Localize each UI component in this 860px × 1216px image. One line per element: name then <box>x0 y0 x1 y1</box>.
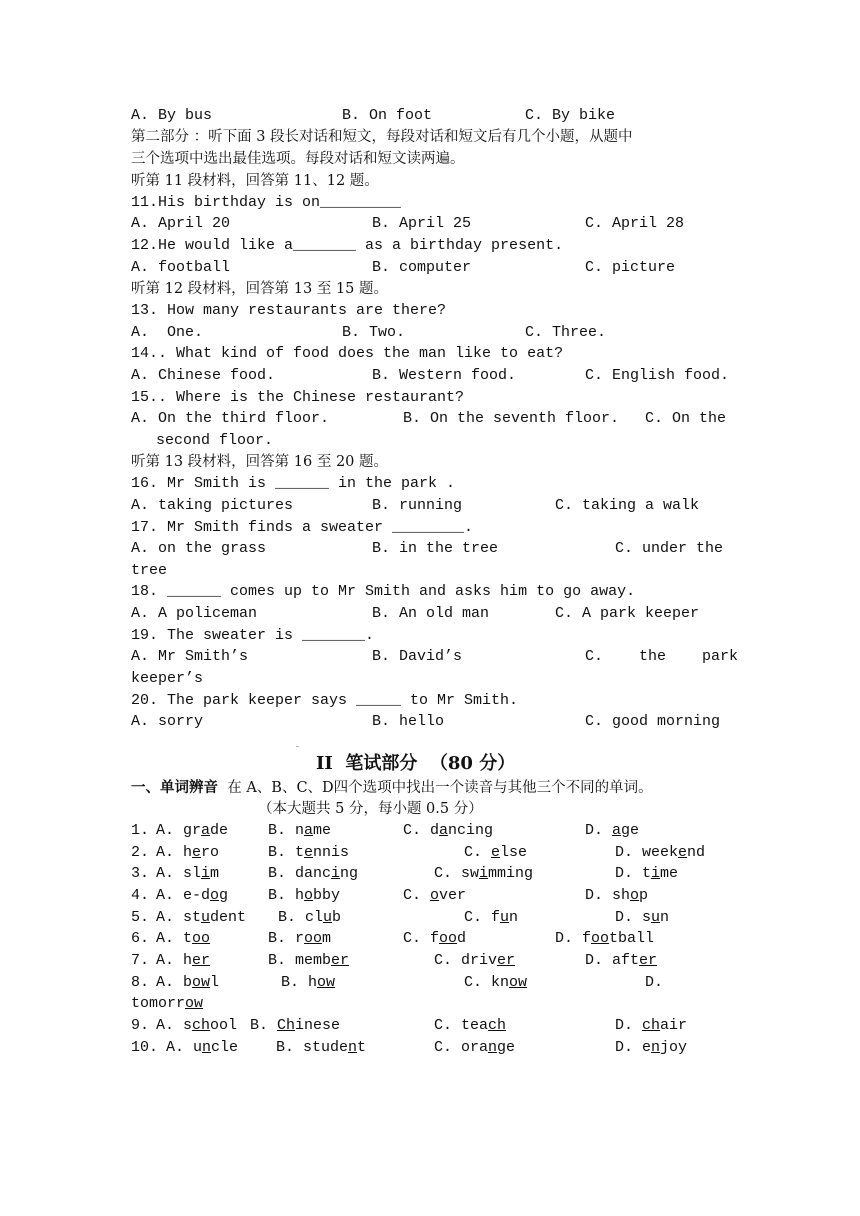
q15-option-a: A. On the third floor. <box>131 410 330 427</box>
word-option-text: C. orange <box>434 1039 516 1056</box>
word-option-c <box>434 864 533 884</box>
word-option-text: A. too <box>156 930 211 947</box>
q17-option-a: A. on the grass <box>131 540 267 557</box>
word-row-number: 5. <box>131 909 159 926</box>
question-11: 11.His birthday is on_________ <box>131 194 402 211</box>
material-13-heading: 听第 13 段材料，回答第 16 至 20 题。 <box>131 454 389 470</box>
word-option-c <box>403 821 493 841</box>
q20-option-b: B. hello <box>372 713 445 730</box>
word-option-text: B. room <box>268 930 332 947</box>
word-option-d <box>615 1038 687 1058</box>
q10-option-a: A. By bus <box>131 107 213 124</box>
word-option-text: B. tennis <box>268 844 350 861</box>
word-option-text: C. driver <box>434 952 516 969</box>
word-row-number: 2. <box>131 844 159 861</box>
q13-option-a: A. One. <box>131 324 204 341</box>
word-option-d <box>555 929 654 949</box>
question-14: 14.. What kind of food does the man like to eat? <box>131 345 564 362</box>
word-option-text: C. teach <box>434 1017 507 1034</box>
q15-option-b: B. On the seventh floor. <box>403 410 620 427</box>
q20-option-a: A. sorry <box>131 713 204 730</box>
q18-option-c: C. A park keeper <box>555 605 700 622</box>
q10-option-c: C. By bike <box>525 107 616 124</box>
q16-option-a: A. taking pictures <box>131 497 294 514</box>
q19-option-a: A. Mr Smith’s <box>131 648 249 665</box>
word-option-text: tomorrow <box>131 995 204 1012</box>
word-option-text: D. weekend <box>615 844 706 861</box>
part2-instruction-line1: 第二部分 ：听下面 3 段长对话和短文，每段对话和短文后有几个小题，从题中 <box>131 129 633 145</box>
word-option-text: A. grade <box>156 822 229 839</box>
q12-option-a: A. football <box>131 259 231 276</box>
word-option-text: C. food <box>403 930 467 947</box>
word-option-b <box>281 973 335 993</box>
word-option-text: D. chair <box>615 1017 688 1034</box>
question-19: 19. The sweater is _______. <box>131 627 375 644</box>
word-row-number: 8. <box>131 974 159 991</box>
word-option-text: C. dancing <box>403 822 494 839</box>
q19-option-c: C. the park <box>585 648 739 665</box>
word-row-number: 9. <box>131 1017 159 1034</box>
q14-option-a: A. Chinese food. <box>131 367 276 384</box>
word-row-number: 4. <box>131 887 159 904</box>
word-option-text: A. uncle <box>166 1039 239 1056</box>
word-option-a <box>156 1016 237 1036</box>
word-option-text: C. else <box>464 844 528 861</box>
word-option-a <box>156 908 246 928</box>
q11-option-a: A. April 20 <box>131 215 231 232</box>
q18-option-b: B. An old man <box>372 605 490 622</box>
word-option-text: B. hobby <box>268 887 341 904</box>
word-option-text: A. hero <box>156 844 220 861</box>
word-option-text: B. student <box>276 1039 367 1056</box>
q19-option-b: B. David’s <box>372 648 463 665</box>
word-option-text: A. her <box>156 952 211 969</box>
word-option-text: D. enjoy <box>615 1039 688 1056</box>
word-option-a <box>156 951 210 971</box>
word-option-b <box>268 864 358 884</box>
written-part-heading: II 笔试部分 （80 分） <box>316 753 516 774</box>
q12-option-c: C. picture <box>585 259 676 276</box>
word-option-c <box>464 973 527 993</box>
word-option-d <box>645 973 663 993</box>
q14-option-c: C. English food. <box>585 367 730 384</box>
word-option-text: D. time <box>615 865 679 882</box>
word-option-text: D. sun <box>615 909 670 926</box>
word-option-a <box>156 929 210 949</box>
word-row-number: 3. <box>131 865 159 882</box>
q11-option-b: B. April 25 <box>372 215 472 232</box>
q12-option-b: B. computer <box>372 259 472 276</box>
q15-option-c: C. On the <box>645 410 727 427</box>
word-option-a <box>156 843 219 863</box>
word-option-a <box>156 821 228 841</box>
word-option-text: D. age <box>585 822 640 839</box>
q19-option-c-continued: keeper’s <box>131 670 204 687</box>
word-option-b <box>268 843 349 863</box>
word-option-text: D. football <box>555 930 655 947</box>
question-12: 12.He would like a_______ as a birthday present. <box>131 237 564 254</box>
word-option-d <box>615 843 705 863</box>
word-option-text: D. <box>645 974 664 991</box>
section1-title-line <box>131 778 653 798</box>
q11-option-c: C. April 28 <box>585 215 685 232</box>
word-option-c <box>403 929 466 949</box>
word-option-d-continued <box>131 994 203 1014</box>
question-20: 20. The park keeper says _____ to Mr Smith. <box>131 692 519 709</box>
word-option-c <box>464 908 518 928</box>
word-option-text: B. dancing <box>268 865 359 882</box>
word-option-text: B. Chinese <box>250 1017 341 1034</box>
stray-mark <box>296 746 299 747</box>
word-option-text: B. club <box>278 909 342 926</box>
q20-option-c: C. good morning <box>585 713 721 730</box>
material-11-heading: 听第 11 段材料，回答第 11、12 题。 <box>131 173 379 189</box>
word-option-d <box>585 951 657 971</box>
word-option-text: C. fun <box>464 909 519 926</box>
word-option-a <box>156 973 219 993</box>
q16-option-b: B. running <box>372 497 463 514</box>
word-option-text: A. student <box>156 909 247 926</box>
word-option-a <box>156 886 228 906</box>
word-option-text: B. member <box>268 952 350 969</box>
question-13: 13. How many restaurants are there? <box>131 302 447 319</box>
word-option-b <box>278 908 341 928</box>
q13-option-c: C. Three. <box>525 324 607 341</box>
word-option-text: C. swimming <box>434 865 534 882</box>
word-option-d <box>615 864 678 884</box>
word-option-c <box>464 843 527 863</box>
word-option-c <box>434 951 515 971</box>
word-row-number: 1. <box>131 822 159 839</box>
q14-option-b: B. Western food. <box>372 367 517 384</box>
word-option-a <box>166 1038 238 1058</box>
q17-option-b: B. in the tree <box>372 540 499 557</box>
word-option-text: A. e-dog <box>156 887 229 904</box>
q16-option-c: C. taking a walk <box>555 497 700 514</box>
section1-instruction: 在 A、B、C、D四个选项中找出一个读音与其他三个不同的单词。 <box>227 780 653 796</box>
word-option-b <box>268 886 340 906</box>
word-option-b <box>250 1016 340 1036</box>
question-17: 17. Mr Smith finds a sweater ________. <box>131 519 474 536</box>
word-option-b <box>268 951 349 971</box>
q17-option-c: C. under the <box>615 540 724 557</box>
question-16: 16. Mr Smith is ______ in the park . <box>131 475 456 492</box>
word-option-c <box>434 1038 515 1058</box>
word-option-b <box>276 1038 366 1058</box>
q10-option-b: B. On foot <box>342 107 433 124</box>
q18-option-a: A. A policeman <box>131 605 258 622</box>
material-12-heading: 听第 12 段材料，回答第 13 至 15 题。 <box>131 281 389 297</box>
word-option-text: C. over <box>403 887 467 904</box>
q15-option-c-continued: second floor. <box>156 432 274 449</box>
word-option-text: B. how <box>281 974 336 991</box>
word-option-d <box>585 886 648 906</box>
word-option-text: C. know <box>464 974 528 991</box>
word-option-a <box>156 864 219 884</box>
part2-instruction-line2: 三个选项中选出最佳选项。每段对话和短文读两遍。 <box>131 151 465 167</box>
word-option-b <box>268 821 331 841</box>
word-option-text: D. after <box>585 952 658 969</box>
word-option-text: A. school <box>156 1017 238 1034</box>
word-option-d <box>585 821 639 841</box>
q17-option-c-continued: tree <box>131 562 168 579</box>
word-option-b <box>268 929 331 949</box>
section1-note: （本大题共 5 分，每小题 0.5 分） <box>258 801 483 817</box>
word-row-number: 6. <box>131 930 159 947</box>
word-row-number: 10. <box>131 1039 168 1056</box>
q13-option-b: B. Two. <box>342 324 406 341</box>
section1-title: 一、单词辨音 <box>131 779 218 796</box>
word-option-c <box>403 886 466 906</box>
word-option-c <box>434 1016 506 1036</box>
word-option-d <box>615 908 669 928</box>
word-option-d <box>615 1016 687 1036</box>
word-row-number: 7. <box>131 952 159 969</box>
word-option-text: B. name <box>268 822 332 839</box>
question-15: 15.. Where is the Chinese restaurant? <box>131 389 465 406</box>
word-option-text: A. slim <box>156 865 220 882</box>
question-18: 18. ______ comes up to Mr Smith and asks him to go away. <box>131 583 636 600</box>
word-option-text: A. bowl <box>156 974 220 991</box>
word-option-text: D. shop <box>585 887 649 904</box>
